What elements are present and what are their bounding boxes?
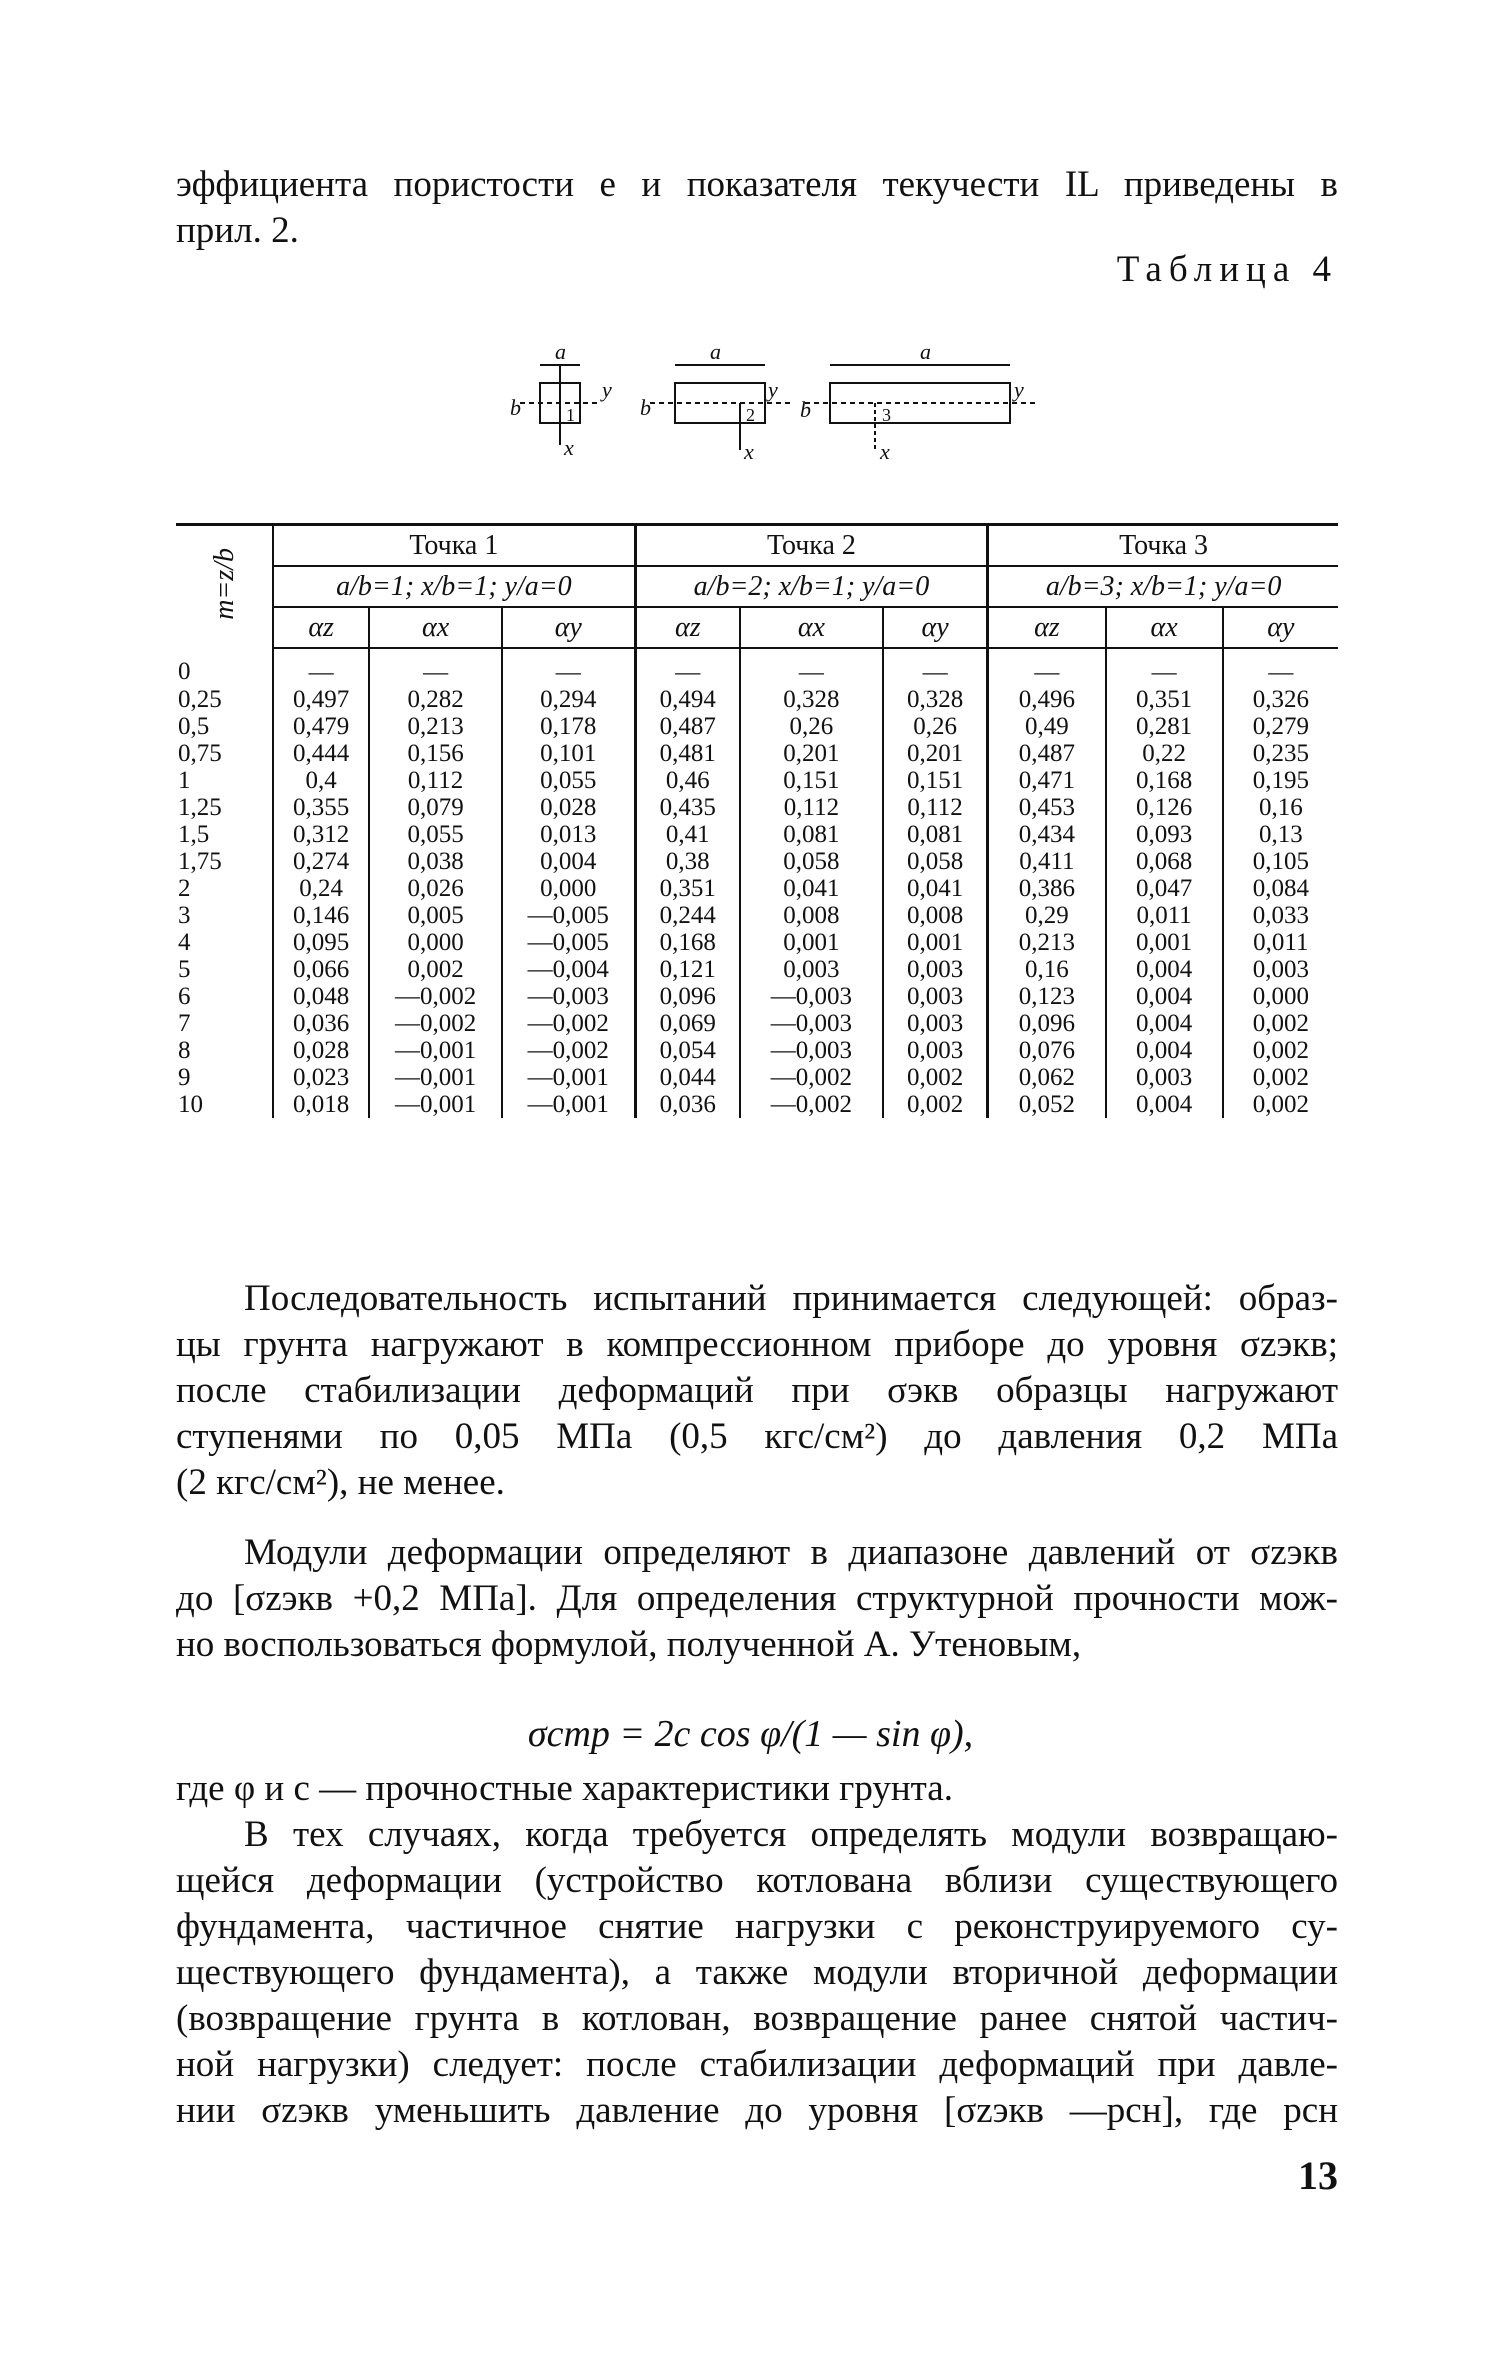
col-header: αx (1106, 607, 1223, 648)
table-cell: 0,058 (883, 848, 988, 875)
table-cell: 0,041 (883, 875, 988, 902)
table-cell: 0,052 (988, 1091, 1106, 1118)
text-line: (2 кгс/см²), не менее. (176, 1462, 505, 1503)
table-cell: 0,328 (740, 686, 883, 713)
row-label: 1,25 (176, 794, 273, 821)
diagram-label: x (744, 439, 754, 464)
group-condition: a/b=3; x/b=1; y/a=0 (988, 566, 1338, 607)
row-label: 9 (176, 1064, 273, 1091)
table-row (176, 902, 1338, 929)
table-cell: 0,002 (369, 956, 502, 983)
table-cell: 0,003 (1106, 1064, 1223, 1091)
table-cell: 0,146 (273, 902, 369, 929)
col-header: αz (635, 607, 740, 648)
col-header: αz (988, 607, 1106, 648)
table-cell: — (1268, 659, 1294, 686)
table-cell: 0,036 (635, 1091, 740, 1118)
table-cell: 0,487 (635, 713, 740, 740)
table-cell: 0,444 (273, 740, 369, 767)
table-row (176, 875, 1338, 902)
table-cell: 0,201 (883, 740, 988, 767)
page-number: 13 (1298, 2153, 1338, 2198)
table-cell: 0,26 (883, 713, 988, 740)
table-row (176, 1064, 1338, 1091)
col-header: αx (740, 607, 883, 648)
table-cell: 0,079 (369, 794, 502, 821)
table-cell: 0,096 (988, 1010, 1106, 1037)
diagram-label: a (920, 339, 931, 364)
table-cell: 0,002 (883, 1091, 988, 1118)
group-condition: a/b=2; x/b=1; y/a=0 (635, 566, 987, 607)
table-cell: 0,112 (740, 794, 883, 821)
group-header: Точка 1 (273, 525, 635, 567)
table-row (176, 929, 1338, 956)
table-cell: 0,026 (369, 875, 502, 902)
table-row (176, 686, 1338, 713)
table-cell: 0,001 (883, 929, 988, 956)
table-cell: 0,453 (988, 794, 1106, 821)
table-cell: 0,22 (1106, 740, 1223, 767)
table-cell: 0,069 (635, 1010, 740, 1037)
table-cell: 0,481 (635, 740, 740, 767)
table-cell: —0,004 (502, 956, 635, 983)
table-cell: 0,46 (635, 767, 740, 794)
table-cell: 0,201 (740, 740, 883, 767)
table-cell: 0,497 (273, 686, 369, 713)
table-cell: 0,036 (273, 1010, 369, 1037)
table-cell: 0,002 (1252, 1010, 1309, 1037)
table-row (176, 983, 1338, 1010)
text-line: но воспользоваться формулой, полученной А. Утеновым, (176, 1624, 1082, 1665)
table-cell: 0,434 (988, 821, 1106, 848)
text-line: где φ и c — прочностные характеристики грунта. (176, 1768, 953, 1809)
text-line: фундамента, частичное снятие нагрузки с реконструируемого су- (176, 1906, 1338, 1947)
table-cell: 0,004 (1106, 983, 1223, 1010)
table-cell: 0,156 (369, 740, 502, 767)
table-cell: 0,151 (740, 767, 883, 794)
diagram-label: b (640, 395, 651, 420)
diagram-label: a (555, 339, 566, 364)
table-cell: 0,000 (369, 929, 502, 956)
diagram-label: y (768, 377, 778, 402)
row-label: 5 (176, 956, 273, 983)
table-cell: —0,002 (502, 1010, 635, 1037)
table-cell: 0,093 (1106, 821, 1223, 848)
table-cell: 0,003 (883, 1010, 988, 1037)
table-cell: —0,002 (740, 1064, 883, 1091)
table-cell: 0,044 (635, 1064, 740, 1091)
table-cell: 0,49 (988, 713, 1106, 740)
table-cell: — (369, 648, 502, 686)
table-row (176, 713, 1338, 740)
table-cell: 0,048 (273, 983, 369, 1010)
diagram-label: b (510, 395, 521, 420)
table-cell: 0,076 (988, 1037, 1106, 1064)
table-cell: 0,055 (369, 821, 502, 848)
table-row (176, 956, 1338, 983)
table-cell: 0,003 (883, 983, 988, 1010)
table-cell: 0,386 (988, 875, 1106, 902)
diagram-label: y (602, 377, 612, 402)
table-cell: 0,013 (502, 821, 635, 848)
paragraph-3 (176, 1766, 1338, 1812)
table-cell: 0,000 (502, 875, 635, 902)
table-body (176, 648, 1338, 1118)
intro-line-2: прил. 2. (176, 210, 299, 251)
diagram-label: 3 (882, 405, 891, 425)
table-cell: 0,213 (369, 713, 502, 740)
table-cell: 0,244 (635, 902, 740, 929)
table-cell: —0,001 (369, 1037, 502, 1064)
table-cell: 0,062 (988, 1064, 1106, 1091)
table-cell: 0,151 (883, 767, 988, 794)
table-cell: — (988, 648, 1106, 686)
table-cell: 0,101 (502, 740, 635, 767)
row-label: 2 (176, 875, 273, 902)
table-cell: 0,081 (883, 821, 988, 848)
row-label: 10 (176, 1091, 273, 1118)
row-label: 4 (176, 929, 273, 956)
table-cell: 0,058 (740, 848, 883, 875)
row-label: 0,5 (176, 713, 273, 740)
table-cell: 0,112 (369, 767, 502, 794)
table-cell: —0,001 (369, 1091, 502, 1118)
table-cell: —0,002 (740, 1091, 883, 1118)
text-line: (возвращение грунта в котлован, возвращение ранее снятой частич- (176, 1998, 1338, 2039)
table-cell: 0,16 (988, 956, 1106, 983)
table-cell: 0,29 (988, 902, 1106, 929)
table-cell: 0,004 (502, 848, 635, 875)
table-cell: 0,435 (635, 794, 740, 821)
table-cell: —0,003 (502, 983, 635, 1010)
table-cell: 0,003 (883, 1037, 988, 1064)
table-cell: 0,055 (502, 767, 635, 794)
table-cell: 0,24 (273, 875, 369, 902)
table-cell: — (502, 648, 635, 686)
table-cell: 0,018 (273, 1091, 369, 1118)
table-cell: 0,235 (1252, 740, 1309, 767)
table-cell: 0,011 (1106, 902, 1223, 929)
table-cell: —0,001 (369, 1064, 502, 1091)
table-cell: 0,000 (1252, 983, 1309, 1010)
table-row (176, 767, 1338, 794)
table-cell: 0,274 (273, 848, 369, 875)
table-cell: 0,282 (369, 686, 502, 713)
row-label: 8 (176, 1037, 273, 1064)
row-header-cell (176, 525, 273, 649)
table-cell: — (883, 648, 988, 686)
row-label: 0,75 (176, 740, 273, 767)
table-cell: —0,002 (502, 1037, 635, 1064)
table-cell: 0,003 (883, 956, 988, 983)
table-row (176, 1010, 1338, 1037)
text-line: ществующего фундамента), а также модули вторичной деформации (176, 1952, 1338, 1993)
table-cell: 0,279 (1252, 713, 1309, 740)
text-line: до [σzэкв +0,2 МПа]. Для определения структурной прочности мож- (176, 1578, 1338, 1619)
table-cell: — (273, 648, 369, 686)
table-cell: 0,096 (635, 983, 740, 1010)
table-cell: 0,033 (1252, 902, 1309, 929)
table-cell: 0,326 (1252, 686, 1309, 713)
col-header: αx (369, 607, 502, 648)
table-cell: 0,213 (988, 929, 1106, 956)
table-cell: 0,351 (635, 875, 740, 902)
table-cell: —0,002 (369, 983, 502, 1010)
table-cell: 0,047 (1106, 875, 1223, 902)
table-title: Таблица 4 (1116, 249, 1338, 290)
table-row (176, 848, 1338, 875)
table-cell: 0,001 (740, 929, 883, 956)
table-cell: 0,41 (635, 821, 740, 848)
table-cell: 0,008 (740, 902, 883, 929)
table-cell: 0,003 (740, 956, 883, 983)
table-cell: 0,195 (1252, 767, 1309, 794)
table-cell: 0,26 (740, 713, 883, 740)
table-cell: —0,003 (740, 983, 883, 1010)
table-cell: 0,494 (635, 686, 740, 713)
table-cell: 0,084 (1252, 875, 1309, 902)
table-cell: 0,123 (988, 983, 1106, 1010)
group-header: Точка 2 (635, 525, 987, 567)
table-cell: 0,178 (502, 713, 635, 740)
row-label: 0 (176, 648, 273, 686)
table-cell: —0,001 (502, 1064, 635, 1091)
paragraph-2 (176, 1530, 1338, 1668)
table-cell: —0,005 (502, 929, 635, 956)
table-cell: 0,002 (1252, 1064, 1309, 1091)
table-cell: — (1106, 648, 1223, 686)
table-row (176, 794, 1338, 821)
table-cell: 0,105 (1252, 848, 1309, 875)
table-cell: 0,028 (502, 794, 635, 821)
row-label: 7 (176, 1010, 273, 1037)
table-cell: 0,496 (988, 686, 1106, 713)
row-label: 1,75 (176, 848, 273, 875)
diagram-label: y (1014, 377, 1024, 402)
table-cell: 0,038 (369, 848, 502, 875)
points-diagram (500, 335, 1060, 475)
table-cell: —0,002 (369, 1010, 502, 1037)
table-cell: —0,003 (740, 1010, 883, 1037)
table-cell: —0,001 (502, 1091, 635, 1118)
table-cell: 0,054 (635, 1037, 740, 1064)
table-row (176, 648, 1338, 686)
diagram-label: x (880, 439, 890, 464)
text-line: цы грунта нагружают в компрессионном приборе до уровня σzэкв; (176, 1324, 1338, 1365)
table-cell: 0,004 (1106, 1037, 1223, 1064)
table-row (176, 1037, 1338, 1064)
intro-line-1: эффициента пористости e и показателя текучести IL приведены в (176, 164, 1338, 205)
row-label: 6 (176, 983, 273, 1010)
text-line: Модули деформации определяют в диапазоне давлений от σzэкв (244, 1532, 1338, 1573)
table-cell: 0,008 (883, 902, 988, 929)
diagram-label: a (710, 339, 721, 364)
table-cell: 0,001 (1106, 929, 1223, 956)
table-cell: 0,011 (1253, 929, 1309, 956)
table-cell: —0,005 (502, 902, 635, 929)
diagram-label: 1 (566, 405, 575, 425)
col-header: αy (1223, 607, 1338, 648)
table-cell: 0,411 (988, 848, 1106, 875)
table-cell: 0,002 (1252, 1091, 1309, 1118)
group-header: Точка 3 (988, 525, 1338, 567)
table-cell: 0,081 (740, 821, 883, 848)
table-row (176, 1091, 1338, 1118)
intro-paragraph (176, 162, 1338, 254)
table-cell: — (635, 648, 740, 686)
table-cell: 0,38 (635, 848, 740, 875)
table-cell: 0,003 (1252, 956, 1309, 983)
table-cell: 0,168 (1106, 767, 1223, 794)
diagram-label: b (800, 397, 811, 422)
table-cell: 0,168 (635, 929, 740, 956)
table-cell: 0,13 (1258, 821, 1303, 848)
text-line: ступенями по 0,05 МПа (0,5 кгс/см²) до давления 0,2 МПа (176, 1416, 1338, 1457)
table-cell: 0,095 (273, 929, 369, 956)
row-label: 1,5 (176, 821, 273, 848)
table-cell: 0,355 (273, 794, 369, 821)
table-cell: 0,028 (273, 1037, 369, 1064)
col-header: αy (883, 607, 988, 648)
diagram-label: x (564, 435, 574, 460)
table-cell: —0,003 (740, 1037, 883, 1064)
row-label: 0,25 (176, 686, 273, 713)
text-line: ной нагрузки) следует: после стабилизации деформаций при давле- (176, 2044, 1338, 2085)
table-cell: 0,487 (988, 740, 1106, 767)
text-line: В тех случаях, когда требуется определять модули возвращаю- (244, 1814, 1338, 1855)
table-cell: 0,002 (1252, 1037, 1309, 1064)
table-cell: 0,004 (1106, 1010, 1223, 1037)
row-label: 3 (176, 902, 273, 929)
paragraph-1 (176, 1276, 1338, 1506)
table-cell: 0,351 (1106, 686, 1223, 713)
col-header: αy (502, 607, 635, 648)
text-line: Последовательность испытаний принимается следующей: образ- (244, 1278, 1338, 1319)
table-cell: 0,023 (273, 1064, 369, 1091)
table-cell: 0,066 (273, 956, 369, 983)
table-cell: 0,041 (740, 875, 883, 902)
table-cell: 0,471 (988, 767, 1106, 794)
table-cell: 0,126 (1106, 794, 1223, 821)
row-label: 1 (176, 767, 273, 794)
table-cell: 0,121 (635, 956, 740, 983)
coefficients-table (176, 523, 1338, 1118)
col-header: αz (273, 607, 369, 648)
table-cell: — (740, 648, 883, 686)
table-cell: 0,294 (502, 686, 635, 713)
table-cell: 0,004 (1106, 956, 1223, 983)
table-cell: 0,479 (273, 713, 369, 740)
table-row (176, 821, 1338, 848)
table-cell: 0,16 (1258, 794, 1303, 821)
table-cell: 0,005 (369, 902, 502, 929)
formula: σстр = 2c cos φ/(1 — sin φ), (527, 1713, 974, 1755)
table-row (176, 740, 1338, 767)
table-cell: 0,004 (1106, 1091, 1223, 1118)
text-line: после стабилизации деформаций при σэкв образцы нагружают (176, 1370, 1338, 1411)
table-cell: 0,068 (1106, 848, 1223, 875)
paragraph-4 (176, 1812, 1338, 2134)
table-cell: 0,328 (883, 686, 988, 713)
text-line: нии σzэкв уменьшить давление до уровня [σzэкв —pсн], где pсн (176, 2090, 1338, 2131)
text-line: щейся деформации (устройство котлована вблизи существующего (176, 1860, 1338, 1901)
table-cell: 0,4 (273, 767, 369, 794)
table-cell: 0,281 (1106, 713, 1223, 740)
row-header: m=z/b (209, 548, 240, 620)
table-cell: 0,002 (883, 1064, 988, 1091)
diagram-label: 2 (746, 405, 755, 425)
table-cell: 0,112 (883, 794, 988, 821)
table-cell: 0,312 (273, 821, 369, 848)
group-condition: a/b=1; x/b=1; y/a=0 (273, 566, 635, 607)
